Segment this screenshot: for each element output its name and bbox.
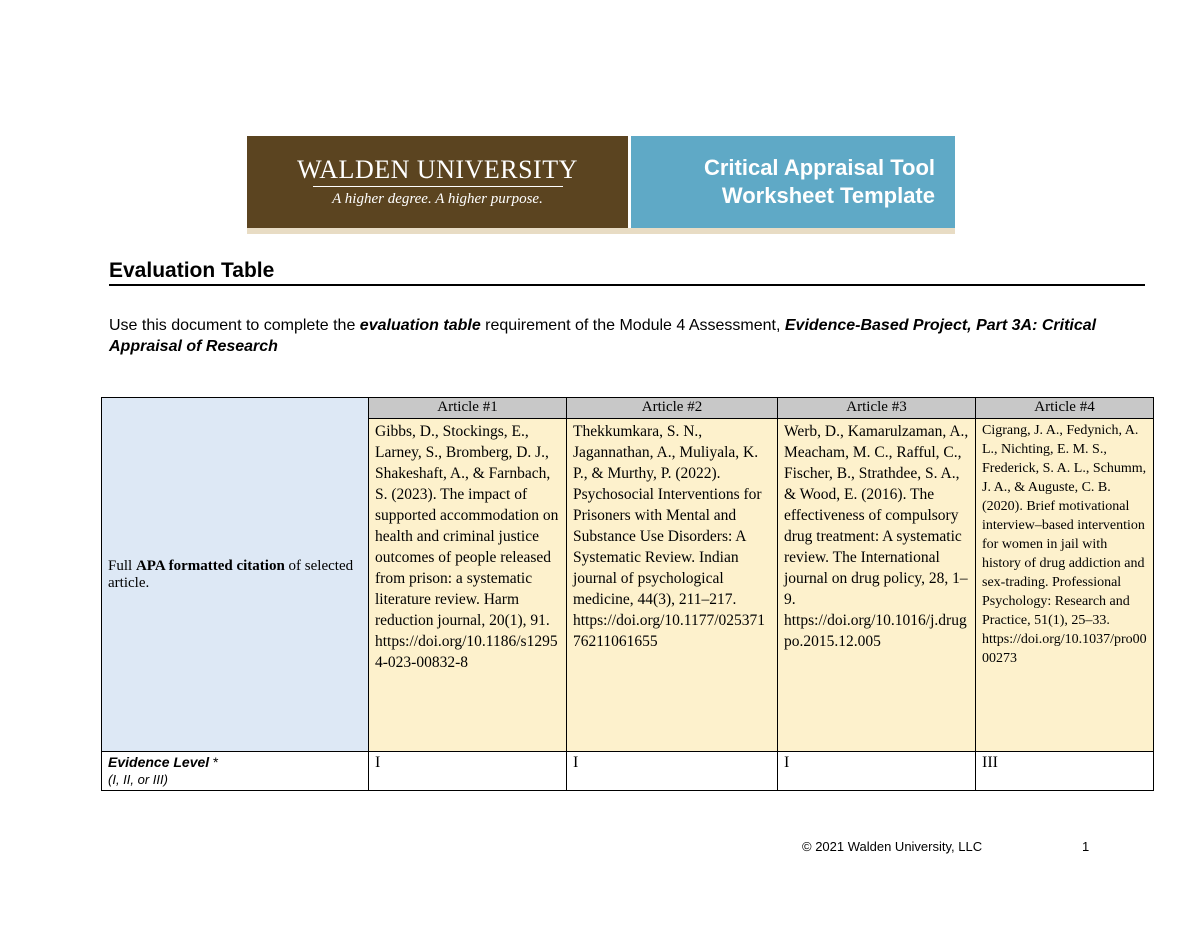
evidence-label-bold: Evidence Level — [108, 754, 210, 770]
header-banner — [247, 136, 955, 228]
header-article-3: Article #3 — [778, 398, 976, 419]
logo-tagline: A higher degree. A higher purpose. — [332, 191, 543, 207]
evidence-label-star: * — [209, 754, 219, 770]
header-article-4: Article #4 — [976, 398, 1154, 419]
citation-label-bold: APA formatted citation — [135, 557, 285, 574]
citation-cell-3[interactable]: Werb, D., Kamarulzaman, A., Meacham, M. C., Rafful, C., Fischer, B., Strathdee, S. A., & Wood, E. (2016). The effectiveness of compulsory drug treatment: A systematic review. The International journal on drug policy, 28, 1–9. https://doi.org/10.1016/j.drugpo.2015.12.005 — [778, 419, 976, 752]
evidence-row-label — [102, 752, 369, 791]
header-article-1: Article #1 — [369, 398, 567, 419]
page-number: 1 — [1082, 839, 1090, 854]
intro-bold-2: Evidence-Based Project, Part 3A: Critical Appraisal of Research — [109, 317, 1097, 355]
evidence-row — [102, 752, 1154, 791]
section-title: Evaluation Table — [109, 258, 1145, 286]
header-article-2: Article #2 — [567, 398, 778, 419]
citation-cell-2[interactable]: Thekkumkara, S. N., Jagannathan, A., Muliyala, K. P., & Murthy, P. (2022). Psychosocial Interventions for Prisoners with Mental and Substance Use Disorders: A Systematic Review. Indian journal of psychological medicine, 44(3), 211–217. https://doi.org/10.1177/02537176211061655 — [567, 419, 778, 752]
citation-row-label — [102, 398, 369, 752]
header-row — [102, 398, 1154, 419]
evaluation-table — [101, 397, 1154, 791]
intro-text-2: requirement of the Module 4 Assessment, — [480, 317, 785, 334]
intro-text-1: Use this document to complete the — [109, 317, 360, 334]
walden-logo — [247, 136, 628, 228]
citation-label-pre: Full — [108, 557, 136, 574]
logo-divider — [313, 186, 563, 187]
evidence-cell-1[interactable]: I — [369, 752, 567, 791]
banner-title-line2: Worksheet Template — [721, 183, 935, 208]
evidence-cell-2[interactable]: I — [567, 752, 778, 791]
evidence-cell-3[interactable]: I — [778, 752, 976, 791]
footer-copyright: © 2021 Walden University, LLC — [802, 839, 983, 854]
logo-name: WALDEN UNIVERSITY — [297, 155, 578, 184]
citation-cell-4[interactable]: Cigrang, J. A., Fedynich, A. L., Nichting, E. M. S., Frederick, S. A. L., Schumm, J. A., & Auguste, C. B. (2020). Brief motivational interview–based intervention for women in jail with history of drug addiction and sex-trading. Professional Psychology: Research and Practice, 51(1), 25–33. https://doi.org/10.1037/pro0000273 — [976, 419, 1154, 752]
citation-label-post: of selected article. — [108, 557, 354, 591]
intro-bold-1: evaluation table — [359, 317, 481, 334]
citation-cell-1[interactable]: Gibbs, D., Stockings, E., Larney, S., Bromberg, D. J., Shakeshaft, A., & Farnbach, S. (2023). The impact of supported accommodation on health and criminal justice outcomes of people released from prison: a systematic literature review. Harm reduction journal, 20(1), 91. https://doi.org/10.1186/s12954-023-00832-8 — [369, 419, 567, 752]
evidence-label-sub: (I, II, or III) — [108, 772, 168, 787]
banner-underline — [247, 228, 955, 234]
banner-title-line1: Critical Appraisal Tool — [703, 155, 935, 180]
evidence-cell-4[interactable]: III — [976, 752, 1154, 791]
intro-paragraph — [109, 315, 1149, 357]
banner-title — [631, 136, 955, 228]
